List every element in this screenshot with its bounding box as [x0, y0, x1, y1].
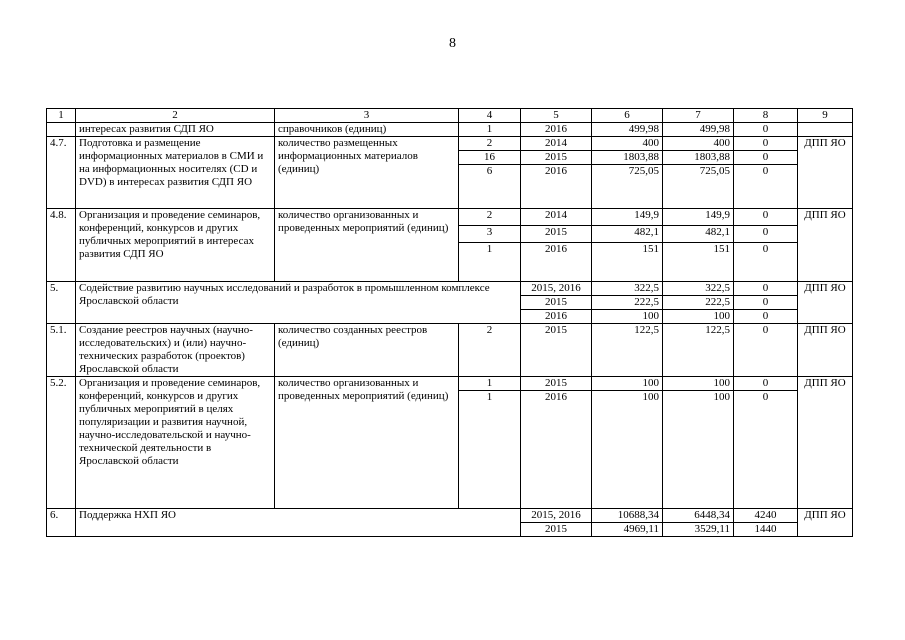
amount-total: 725,05	[592, 165, 663, 209]
header-row	[47, 109, 853, 123]
header-cell: 5	[521, 109, 592, 123]
table-row	[47, 137, 853, 151]
amount-total: 122,5	[592, 324, 663, 377]
item-number: 5.	[47, 282, 76, 324]
header-cell: 3	[275, 109, 459, 123]
amount-total: 149,9	[592, 209, 663, 226]
item-name: Содействие развитию научных исследований и разработок в промышленном комплексе Ярославской области	[76, 282, 521, 324]
amount-other: 0	[734, 209, 798, 226]
header-cell: 8	[734, 109, 798, 123]
item-indicator: количество организованных и проведенных мероприятий (единиц)	[275, 209, 459, 282]
amount-regional: 499,98	[663, 123, 734, 137]
amount-total: 151	[592, 243, 663, 282]
indicator-value: 1	[459, 243, 521, 282]
item-name: Подготовка и размещение информационных материалов в СМИ и на информационных носителях (CD и DVD) в интересах развития СДП ЯО	[76, 137, 275, 209]
year-cell: 2016	[521, 391, 592, 509]
item-name: интересах развития СДП ЯО	[76, 123, 275, 137]
amount-regional: 100	[663, 391, 734, 509]
amount-total: 4969,11	[592, 523, 663, 537]
indicator-value: 16	[459, 151, 521, 165]
header-cell: 6	[592, 109, 663, 123]
amount-regional: 725,05	[663, 165, 734, 209]
executor-cell: ДПП ЯО	[798, 282, 853, 324]
amount-regional: 100	[663, 310, 734, 324]
year-cell: 2016	[521, 165, 592, 209]
item-number: 4.7.	[47, 137, 76, 209]
header-cell: 7	[663, 109, 734, 123]
amount-other: 0	[734, 123, 798, 137]
amount-other: 0	[734, 151, 798, 165]
amount-regional: 122,5	[663, 324, 734, 377]
year-cell: 2014	[521, 209, 592, 226]
amount-regional: 482,1	[663, 226, 734, 243]
amount-regional: 151	[663, 243, 734, 282]
amount-total: 222,5	[592, 296, 663, 310]
year-cell: 2015	[521, 324, 592, 377]
item-number: 4.8.	[47, 209, 76, 282]
executor-cell: ДПП ЯО	[798, 209, 853, 282]
executor-cell: ДПП ЯО	[798, 324, 853, 377]
year-cell: 2016	[521, 123, 592, 137]
item-number: 5.1.	[47, 324, 76, 377]
amount-regional: 149,9	[663, 209, 734, 226]
amount-total: 400	[592, 137, 663, 151]
year-cell: 2016	[521, 243, 592, 282]
item-number: 5.2.	[47, 377, 76, 509]
amount-other: 0	[734, 391, 798, 509]
item-name: Организация и проведение семинаров, конференций, конкурсов и других публичных мероприятий в интересах развития СДП ЯО	[76, 209, 275, 282]
year-cell: 2015	[521, 296, 592, 310]
item-number	[47, 123, 76, 137]
amount-regional: 400	[663, 137, 734, 151]
year-cell: 2015, 2016	[521, 509, 592, 523]
amount-total: 482,1	[592, 226, 663, 243]
indicator-value: 2	[459, 324, 521, 377]
item-indicator: количество созданных реестров (единиц)	[275, 324, 459, 377]
table-row	[47, 123, 853, 137]
year-cell: 2014	[521, 137, 592, 151]
amount-other: 4240	[734, 509, 798, 523]
item-name: Поддержка НХП ЯО	[76, 509, 521, 537]
year-cell: 2016	[521, 310, 592, 324]
amount-total: 322,5	[592, 282, 663, 296]
amount-regional: 6448,34	[663, 509, 734, 523]
indicator-value: 1	[459, 123, 521, 137]
amount-other: 0	[734, 296, 798, 310]
amount-regional: 100	[663, 377, 734, 391]
amount-total: 10688,34	[592, 509, 663, 523]
year-cell: 2015, 2016	[521, 282, 592, 296]
table-row	[47, 282, 853, 296]
amount-total: 1803,88	[592, 151, 663, 165]
executor-cell: ДПП ЯО	[798, 377, 853, 509]
table-row	[47, 324, 853, 377]
year-cell: 2015	[521, 377, 592, 391]
table-row	[47, 209, 853, 226]
amount-other: 0	[734, 226, 798, 243]
amount-other: 1440	[734, 523, 798, 537]
indicator-value: 2	[459, 137, 521, 151]
amount-total: 100	[592, 377, 663, 391]
amount-total: 100	[592, 310, 663, 324]
header-cell: 4	[459, 109, 521, 123]
amount-other: 0	[734, 324, 798, 377]
amount-other: 0	[734, 377, 798, 391]
amount-other: 0	[734, 282, 798, 296]
indicator-value: 2	[459, 209, 521, 226]
executor-cell	[798, 123, 853, 137]
amount-total: 100	[592, 391, 663, 509]
year-cell: 2015	[521, 226, 592, 243]
table-row	[47, 377, 853, 391]
item-indicator: количество размещенных информационных материалов (единиц)	[275, 137, 459, 209]
header-cell: 2	[76, 109, 275, 123]
amount-other: 0	[734, 243, 798, 282]
executor-cell: ДПП ЯО	[798, 137, 853, 209]
executor-cell: ДПП ЯО	[798, 509, 853, 537]
program-table	[46, 108, 853, 537]
amount-total: 499,98	[592, 123, 663, 137]
item-indicator: количество организованных и проведенных мероприятий (единиц)	[275, 377, 459, 509]
amount-regional: 222,5	[663, 296, 734, 310]
item-indicator: справочников (единиц)	[275, 123, 459, 137]
item-number: 6.	[47, 509, 76, 537]
amount-regional: 1803,88	[663, 151, 734, 165]
amount-other: 0	[734, 165, 798, 209]
header-cell: 9	[798, 109, 853, 123]
item-name: Создание реестров научных (научно-исследовательских) и (или) научно-технических разработок (проектов) Ярославской области	[76, 324, 275, 377]
amount-other: 0	[734, 137, 798, 151]
amount-regional: 322,5	[663, 282, 734, 296]
page-number: 8	[449, 36, 456, 51]
indicator-value: 3	[459, 226, 521, 243]
amount-other: 0	[734, 310, 798, 324]
year-cell: 2015	[521, 523, 592, 537]
indicator-value: 1	[459, 377, 521, 391]
year-cell: 2015	[521, 151, 592, 165]
indicator-value: 1	[459, 391, 521, 509]
indicator-value: 6	[459, 165, 521, 209]
amount-regional: 3529,11	[663, 523, 734, 537]
table-row	[47, 509, 853, 523]
header-cell: 1	[47, 109, 76, 123]
item-name: Организация и проведение семинаров, конференций, конкурсов и других публичных мероприятий в целях популяризации и развития научной, научно-исследовательской и научно-технической деятельности в Ярославской области	[76, 377, 275, 509]
